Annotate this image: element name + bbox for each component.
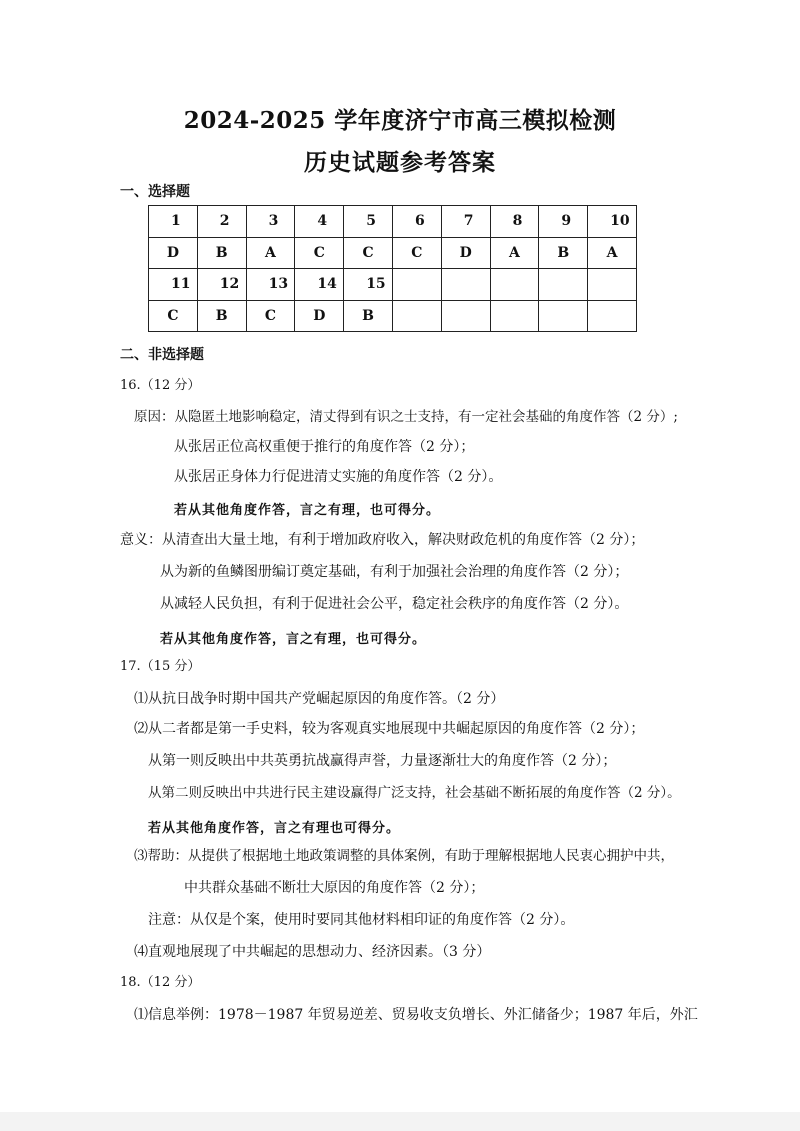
question-number-cell: 5 bbox=[344, 206, 393, 238]
q17-note: 若从其他角度作答，言之有理也可得分。 bbox=[148, 821, 401, 836]
answer-cell: D bbox=[295, 300, 344, 332]
answer-cell: C bbox=[246, 300, 295, 332]
question-number-cell: 8 bbox=[490, 206, 539, 238]
empty-cell bbox=[588, 300, 637, 332]
empty-cell bbox=[539, 269, 588, 301]
q17-line: ⑵从二者都是第一手史料，较为客观真实地展现中共崛起原因的角度作答（2 分）； bbox=[134, 721, 645, 737]
question-number-cell: 6 bbox=[392, 206, 441, 238]
question-number-cell: 3 bbox=[246, 206, 295, 238]
answer-cell: C bbox=[392, 237, 441, 269]
q16-significance-line: 从为新的鱼鳞图册编订奠定基础，有利于加强社会治理的角度作答（2 分）； bbox=[160, 564, 629, 580]
table-row bbox=[149, 237, 637, 269]
table-row bbox=[149, 206, 637, 238]
q18-line: ⑴信息举例：1978－1987 年贸易逆差、贸易收支负增长、外汇储备少；1987 年后，外汇 bbox=[134, 1007, 698, 1023]
q17-header: 17.（15 分） bbox=[120, 659, 201, 674]
answer-cell: C bbox=[344, 237, 393, 269]
q17-line: ⑶帮助：从提供了根据地土地政策调整的具体案例，有助于理解根据地人民衷心拥护中共， bbox=[134, 848, 674, 864]
empty-cell bbox=[539, 300, 588, 332]
q17-line: ⑴从抗日战争时期中国共产党崛起原因的角度作答。（2 分） bbox=[134, 691, 505, 707]
empty-cell bbox=[490, 300, 539, 332]
q17-line: 从第二则反映出中共进行民主建设赢得广泛支持，社会基础不断拓展的角度作答（2 分）。 bbox=[148, 785, 681, 801]
answer-cell: B bbox=[344, 300, 393, 332]
question-number-cell: 1 bbox=[149, 206, 198, 238]
q17-line: 从第一则反映出中共英勇抗战赢得声誉，力量逐渐壮大的角度作答（2 分）； bbox=[148, 753, 617, 769]
q16-reason-line: 从张居正身体力行促进清丈实施的角度作答（2 分）。 bbox=[174, 469, 503, 485]
question-number-cell: 14 bbox=[295, 269, 344, 301]
q17-line: ⑷直观地展现了中共崛起的思想动力、经济因素。（3 分） bbox=[134, 944, 491, 960]
q18-header: 18.（12 分） bbox=[120, 975, 201, 990]
q16-note: 若从其他角度作答，言之有理，也可得分。 bbox=[160, 632, 427, 647]
q17-line: 注意：从仅是个案，使用时要同其他材料相印证的角度作答（2 分）。 bbox=[148, 912, 575, 928]
question-number-cell: 10 bbox=[588, 206, 637, 238]
answer-table bbox=[148, 205, 637, 332]
answer-cell: D bbox=[441, 237, 490, 269]
answer-cell: B bbox=[539, 237, 588, 269]
empty-cell bbox=[392, 269, 441, 301]
section-heading-nonchoice: 二、非选择题 bbox=[120, 347, 204, 363]
answer-cell: A bbox=[490, 237, 539, 269]
section-heading-choice: 一、选择题 bbox=[120, 184, 190, 200]
empty-cell bbox=[588, 269, 637, 301]
q16-note: 若从其他角度作答，言之有理，也可得分。 bbox=[174, 503, 441, 518]
q16-reason-line: 从张居正位高权重便于推行的角度作答（2 分）； bbox=[174, 439, 475, 455]
answer-cell: B bbox=[197, 300, 246, 332]
answer-cell: C bbox=[149, 300, 198, 332]
q17-line: 中共群众基础不断壮大原因的角度作答（2 分）； bbox=[184, 880, 485, 896]
question-number-cell: 9 bbox=[539, 206, 588, 238]
answer-cell: A bbox=[588, 237, 637, 269]
table-row bbox=[149, 269, 637, 301]
page-subtitle: 历史试题参考答案 bbox=[304, 149, 496, 176]
question-number-cell: 7 bbox=[441, 206, 490, 238]
answer-cell: B bbox=[197, 237, 246, 269]
empty-cell bbox=[441, 300, 490, 332]
q16-significance-line: 从减轻人民负担，有利于促进社会公平，稳定社会秩序的角度作答（2 分）。 bbox=[160, 596, 629, 612]
empty-cell bbox=[441, 269, 490, 301]
question-number-cell: 2 bbox=[197, 206, 246, 238]
question-number-cell: 11 bbox=[149, 269, 198, 301]
q16-reason-line: 原因：从隐匿土地影响稳定，清丈得到有识之士支持，有一定社会基础的角度作答（2 分）; bbox=[134, 409, 678, 425]
answer-cell: A bbox=[246, 237, 295, 269]
question-number-cell: 4 bbox=[295, 206, 344, 238]
empty-cell bbox=[392, 300, 441, 332]
table-row bbox=[149, 300, 637, 332]
page-title: 2024-2025 学年度济宁市高三模拟检测 bbox=[183, 107, 617, 134]
answer-cell: D bbox=[149, 237, 198, 269]
q16-significance-line: 意义：从清查出大量土地，有利于增加政府收入，解决财政危机的角度作答（2 分）； bbox=[120, 532, 645, 548]
q16-header: 16.（12 分） bbox=[120, 378, 201, 393]
empty-cell bbox=[490, 269, 539, 301]
question-number-cell: 13 bbox=[246, 269, 295, 301]
answer-cell: C bbox=[295, 237, 344, 269]
question-number-cell: 12 bbox=[197, 269, 246, 301]
question-number-cell: 15 bbox=[344, 269, 393, 301]
